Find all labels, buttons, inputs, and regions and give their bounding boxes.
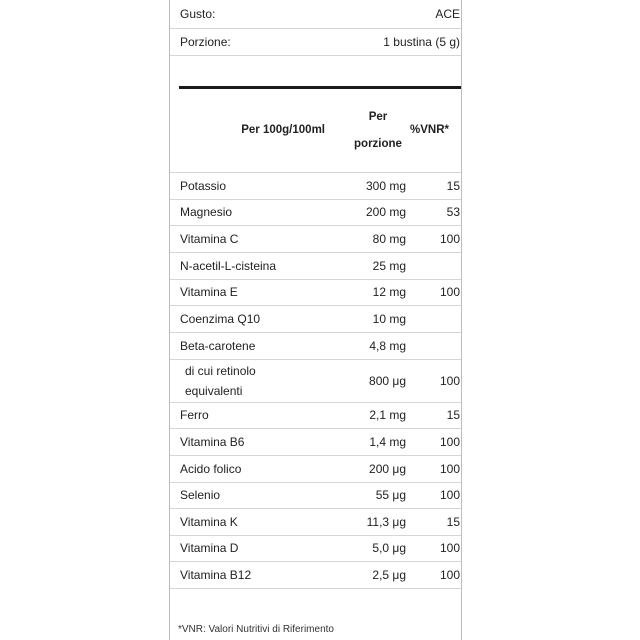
nutrient-vnr: 100: [439, 373, 460, 388]
nutrient-amount: 300 mg: [365, 178, 406, 193]
nutrient-name: Vitamina K: [180, 514, 238, 529]
nutrient-amount: 800 μg: [369, 373, 406, 388]
nutrient-name: Vitamina E: [180, 285, 238, 299]
nutrient-vnr: 53: [446, 205, 460, 219]
table-row: [170, 359, 461, 403]
nutrient-name: Vitamina B12: [180, 567, 252, 582]
nutrient-vnr: 100: [439, 434, 460, 449]
nutrient-amount: 2,1 mg: [369, 408, 406, 422]
table-row: [170, 279, 461, 306]
nutrient-amount: 12 mg: [372, 285, 406, 299]
nutrient-vnr: 15: [446, 514, 460, 529]
table-row: [170, 402, 461, 429]
serving-label: Porzione:: [180, 34, 231, 49]
nutrient-amount: 2,5 μg: [372, 567, 406, 582]
nutrient-name: di cui retinolo equivalenti: [185, 363, 256, 398]
table-row: [170, 199, 461, 226]
flavor-value: ACE: [435, 7, 460, 21]
nutrient-name: Acido folico: [180, 461, 242, 476]
table-row: [170, 508, 461, 536]
nutrient-vnr: 100: [439, 231, 460, 246]
header-per-serving: [353, 89, 403, 172]
nutrient-name: Vitamina D: [180, 541, 239, 555]
header-per100: Per 100g/100ml: [241, 124, 325, 136]
header-per-serving-line1: Per: [368, 110, 388, 123]
nutrient-vnr: 15: [446, 408, 460, 422]
nutrient-name: N-acetil-L-cisteina: [180, 258, 277, 273]
nutrient-name: Selenio: [180, 488, 221, 502]
table-row: [170, 332, 461, 360]
nutrient-vnr: 100: [439, 285, 460, 299]
table-row: [170, 225, 461, 253]
nutrient-name: Beta-carotene: [180, 338, 256, 353]
nutrient-vnr: 100: [439, 567, 460, 582]
nutrient-amount: 25 mg: [372, 258, 406, 273]
vnr-footnote: *VNR: Valori Nutritivi di Riferimento: [178, 624, 334, 635]
table-row: [170, 428, 461, 456]
table-row: [170, 482, 461, 509]
header-vnr: %VNR*: [410, 124, 449, 136]
nutrient-name: Vitamina C: [180, 231, 239, 246]
nutrition-table: [169, 0, 462, 640]
nutrient-amount: 55 μg: [375, 488, 406, 502]
table-row: [170, 561, 461, 589]
table-row: [170, 455, 461, 483]
table-row: [170, 535, 461, 562]
nutrient-amount: 10 mg: [372, 311, 406, 326]
header-per-serving-line2: porzione: [354, 137, 402, 150]
flavor-label: Gusto:: [180, 7, 216, 21]
nutrient-amount: 200 μg: [369, 461, 406, 476]
nutrient-vnr: 100: [439, 461, 460, 476]
table-row: [170, 252, 461, 280]
serving-row: [170, 28, 461, 56]
nutrient-name: Vitamina B6: [180, 434, 245, 449]
nutrient-name: Magnesio: [180, 205, 233, 219]
nutrient-amount: 1,4 mg: [369, 434, 406, 449]
table-header-row: [170, 89, 461, 173]
nutrient-amount: 80 mg: [372, 231, 406, 246]
table-row: [170, 305, 461, 333]
nutrient-name: Coenzima Q10: [180, 311, 261, 326]
serving-value: 1 bustina (5 g): [383, 34, 460, 49]
table-row: [170, 172, 461, 200]
nutrient-vnr: 15: [446, 178, 460, 193]
nutrient-amount: 200 mg: [365, 205, 406, 219]
flavor-row: [170, 0, 461, 29]
nutrient-name: Potassio: [180, 178, 227, 193]
nutrient-vnr: 100: [439, 488, 460, 502]
nutrient-amount: 5,0 μg: [372, 541, 406, 555]
nutrient-amount: 11,3 μg: [366, 514, 406, 529]
nutrient-vnr: 100: [439, 541, 460, 555]
nutrient-name: Ferro: [180, 408, 209, 422]
nutrient-amount: 4,8 mg: [369, 338, 406, 353]
